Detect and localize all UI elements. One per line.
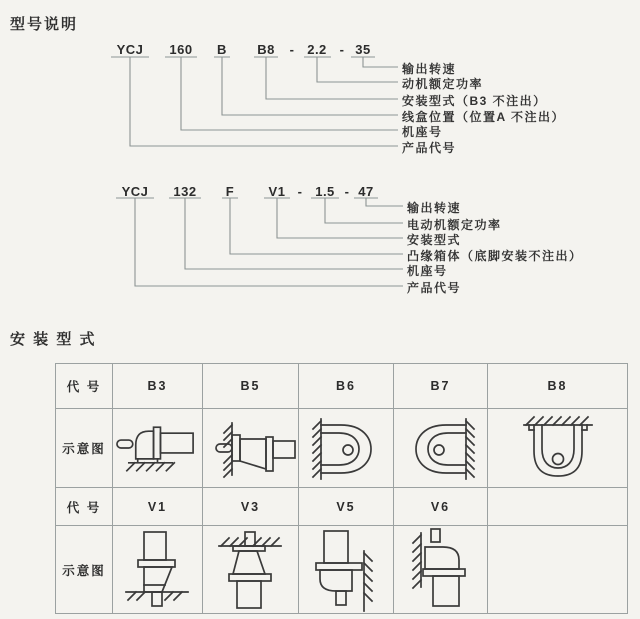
- code-b7: B7: [394, 364, 488, 409]
- model1-token-series: YCJ: [116, 42, 144, 57]
- model2-label-output-speed: 输出转速: [407, 201, 462, 215]
- diagram-cell-b7: [394, 409, 488, 488]
- diagram-cell-v1: [113, 526, 203, 613]
- diagram-cell-v3: [203, 526, 299, 613]
- diagram-cell-v6: [394, 526, 488, 613]
- model1-token-speed: 35: [355, 42, 371, 57]
- v6-shaft-up-wall-left-icon: [401, 527, 481, 613]
- model1-label-mounting-type: 安装型式（B3 不注出）: [402, 94, 547, 108]
- table-header-code-v: 代 号: [56, 488, 113, 526]
- code-b8: B8: [488, 364, 627, 409]
- b5-flange-wall-left-icon: [204, 415, 298, 481]
- model1-label-terminal-box: 线盒位置（位置A 不注出）: [402, 110, 566, 124]
- table-header-diagram-b: 示意图: [56, 409, 113, 488]
- model1-label-product-code: 产品代号: [402, 141, 457, 155]
- code-v3: V3: [203, 488, 299, 526]
- code-v1: V1: [113, 488, 203, 526]
- model2-token-frame: 132: [173, 184, 197, 199]
- v3-shaft-up-ceiling-icon: [211, 528, 291, 612]
- code-v6: V6: [394, 488, 488, 526]
- v5-shaft-down-wall-right-icon: [306, 527, 386, 613]
- diagram-cell-b8: [488, 409, 627, 488]
- model2-token-series: YCJ: [121, 184, 149, 199]
- model1-token-boxpos: B: [217, 42, 227, 57]
- diagram-cell-empty: [488, 526, 627, 613]
- section-title-model-explanation: 型号说明: [10, 16, 79, 33]
- code-b3: B3: [113, 364, 203, 409]
- model2-label-mounting-type: 安装型式: [407, 233, 462, 247]
- diagram-cell-v5: [299, 526, 394, 613]
- model2-dash-2: -: [344, 184, 350, 199]
- model2-dash-1: -: [297, 184, 303, 199]
- model2-token-speed: 47: [358, 184, 374, 199]
- model2-token-power: 1.5: [315, 184, 335, 199]
- table-header-code-b: 代 号: [56, 364, 113, 409]
- v1-shaft-down-floor-icon: [118, 528, 198, 612]
- model1-token-frame: 160: [169, 42, 193, 57]
- model2-label-frame-number: 机座号: [407, 264, 448, 278]
- table-header-diagram-v: 示意图: [56, 526, 113, 613]
- model1-dash-2: -: [339, 42, 345, 57]
- mounting-type-table: [55, 363, 628, 614]
- code-empty: [488, 488, 627, 526]
- model1-dash-1: -: [289, 42, 295, 57]
- model1-label-frame-number: 机座号: [402, 125, 443, 139]
- model1-label-output-speed: 输出转速: [402, 62, 457, 76]
- diagram-cell-b3: [113, 409, 203, 488]
- diagram-cell-b6: [299, 409, 394, 488]
- model2-label-rated-power: 电动机额定功率: [407, 218, 502, 232]
- model1-token-mount: B8: [257, 42, 275, 57]
- model2-token-mount: V1: [268, 184, 286, 199]
- b6-wall-left-end-view-icon: [301, 413, 391, 483]
- model2-label-product-code: 产品代号: [407, 281, 462, 295]
- diagram-cell-b5: [203, 409, 299, 488]
- code-b6: B6: [299, 364, 394, 409]
- model1-token-power: 2.2: [307, 42, 327, 57]
- b8-ceiling-mounted-icon: [512, 413, 604, 483]
- model1-label-rated-power: 动机额定功率: [402, 77, 484, 91]
- b3-foot-mounted-icon: [113, 415, 202, 481]
- b7-wall-right-end-view-icon: [396, 413, 486, 483]
- section-title-mounting-type: 安 装 型 式: [10, 331, 97, 348]
- code-v5: V5: [299, 488, 394, 526]
- code-b5: B5: [203, 364, 299, 409]
- model2-token-flange: F: [225, 184, 235, 199]
- model2-label-flange-case: 凸缘箱体（底脚安装不注出）: [407, 249, 583, 263]
